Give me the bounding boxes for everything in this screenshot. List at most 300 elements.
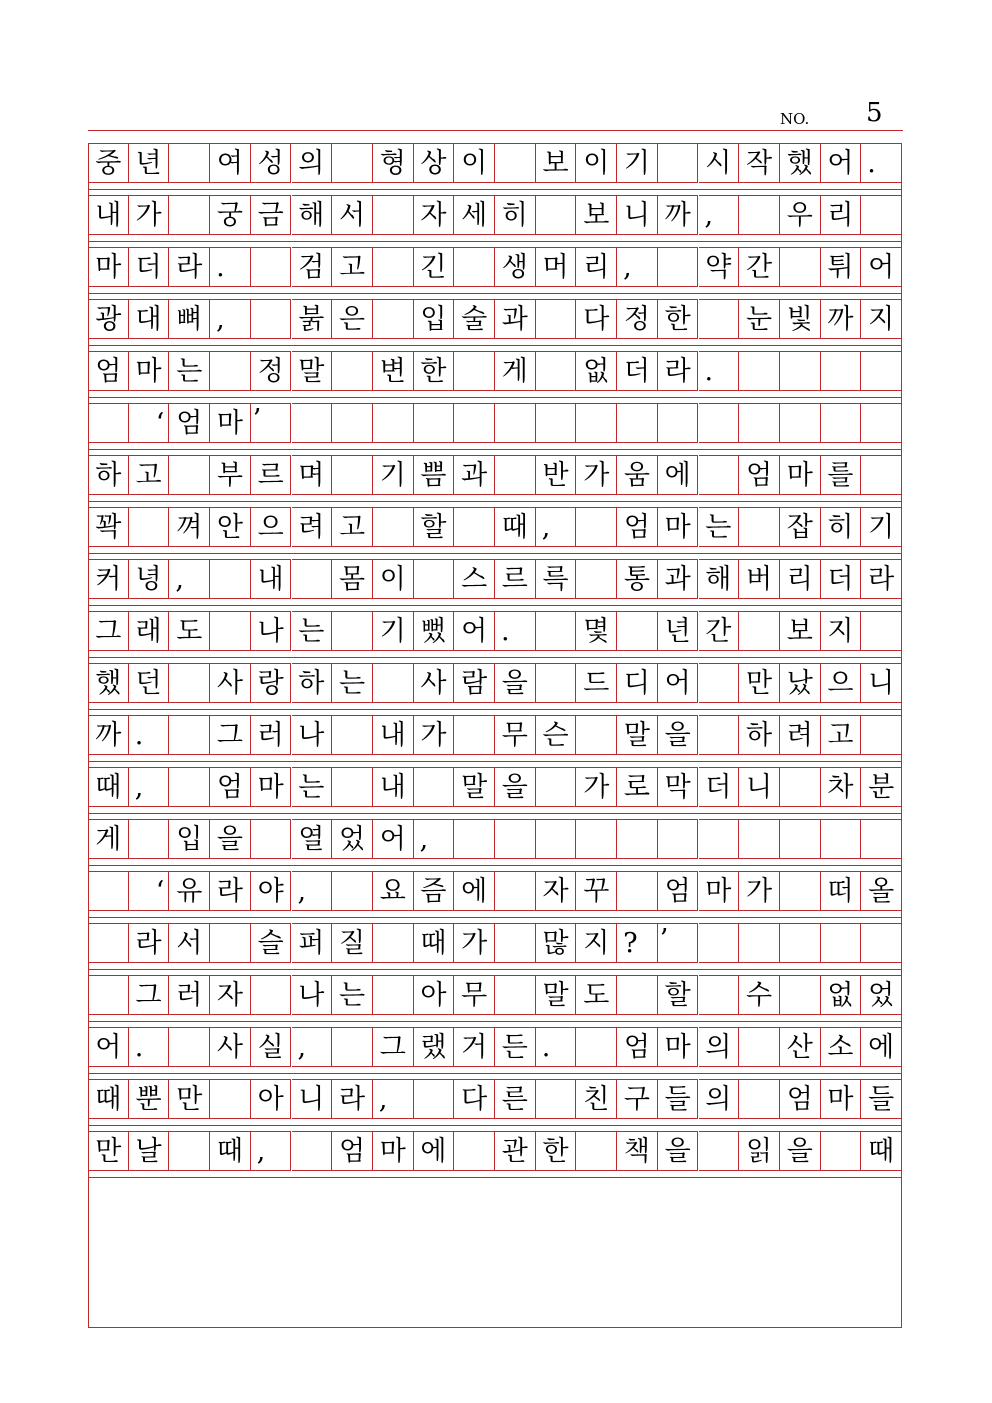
grid-cell: 까 (88, 715, 129, 755)
grid-cell (414, 767, 455, 807)
grid-cell: 그 (129, 975, 170, 1015)
grid-cell (739, 195, 780, 235)
grid-cell (617, 403, 658, 443)
grid-cell: 책 (617, 1131, 658, 1171)
row-separator (88, 605, 902, 606)
grid-cell (373, 247, 414, 287)
grid-cell: 더 (821, 559, 862, 599)
grid-cell (576, 507, 617, 547)
grid-cell: . (495, 611, 536, 651)
grid-cell: 무 (495, 715, 536, 755)
grid-cell: , (414, 819, 455, 859)
grid-cell: 의 (292, 143, 333, 183)
grid-cell: 더 (129, 247, 170, 287)
grid-cell: 는 (699, 507, 740, 547)
grid-cell: 말 (617, 715, 658, 755)
grid-cell: 어 (454, 611, 495, 651)
grid-cell: . (129, 1027, 170, 1067)
grid-cell (861, 923, 902, 963)
grid-cell: 의 (699, 1079, 740, 1119)
grid-cell: . (129, 715, 170, 755)
row-separator (88, 865, 902, 866)
grid-cell (617, 611, 658, 651)
grid-cell (169, 143, 210, 183)
grid-cell: 때 (495, 507, 536, 547)
grid-cell: 즘 (414, 871, 455, 911)
grid-cell: 서 (169, 923, 210, 963)
grid-cell (861, 195, 902, 235)
grid-cell: 에 (861, 1027, 902, 1067)
grid-cell (210, 1079, 251, 1119)
grid-cell: 녕 (129, 559, 170, 599)
grid-cell: ‘ (129, 871, 170, 911)
grid-cell: 는 (169, 351, 210, 391)
grid-cell (658, 403, 699, 443)
grid-cell: 을 (495, 767, 536, 807)
grid-cell: 뿐 (129, 1079, 170, 1119)
grid-cell (699, 299, 740, 339)
grid-cell (414, 559, 455, 599)
grid-cell (861, 715, 902, 755)
grid-cell: 만 (739, 663, 780, 703)
grid-cell: 다 (454, 1079, 495, 1119)
grid-cell (210, 611, 251, 651)
grid-cell (861, 403, 902, 443)
grid-cell: 말 (454, 767, 495, 807)
grid-cell: 우 (780, 195, 821, 235)
grid-cell: 엄 (210, 767, 251, 807)
grid-cell: 자 (536, 871, 577, 911)
grid-cell: 생 (495, 247, 536, 287)
grid-cell (739, 507, 780, 547)
grid-cell: 드 (576, 663, 617, 703)
grid-cell (536, 767, 577, 807)
grid-cell: 시 (699, 143, 740, 183)
grid-cell: 튀 (821, 247, 862, 287)
grid-cell (454, 403, 495, 443)
grid-cell: 나 (251, 611, 292, 651)
grid-cell: 거 (454, 1027, 495, 1067)
grid-cell: 유 (169, 871, 210, 911)
grid-cell: 마 (88, 247, 129, 287)
grid-cell (169, 1027, 210, 1067)
grid-cell: 가 (576, 455, 617, 495)
grid-cell (169, 455, 210, 495)
grid-cell: 는 (332, 975, 373, 1015)
grid-cell: . (536, 1027, 577, 1067)
grid-cell: 눈 (739, 299, 780, 339)
grid-cell (780, 819, 821, 859)
grid-cell: 으 (251, 507, 292, 547)
grid-cell: 버 (739, 559, 780, 599)
grid-cell (536, 351, 577, 391)
grid-cell: 커 (88, 559, 129, 599)
grid-cell: 분 (861, 767, 902, 807)
grid-cell: 라 (129, 923, 170, 963)
grid-cell (699, 975, 740, 1015)
grid-cell: 을 (780, 1131, 821, 1171)
grid-cell: 상 (414, 143, 455, 183)
grid-cell: 랑 (251, 663, 292, 703)
grid-cell: 리 (821, 195, 862, 235)
grid-cell: 들 (861, 1079, 902, 1119)
grid-cell: 하 (739, 715, 780, 755)
grid-cell (251, 975, 292, 1015)
grid-cell (536, 663, 577, 703)
grid-cell: 내 (373, 715, 414, 755)
grid-cell: 던 (129, 663, 170, 703)
grid-cell: 광 (88, 299, 129, 339)
grid-cell: 라 (658, 351, 699, 391)
grid-cell: 할 (658, 975, 699, 1015)
grid-cell (576, 559, 617, 599)
grid-cell (169, 195, 210, 235)
grid-cell: 자 (414, 195, 455, 235)
grid-cell (699, 403, 740, 443)
grid-cell: 이 (576, 143, 617, 183)
grid-cell (576, 715, 617, 755)
grid-cell: 에 (658, 455, 699, 495)
grid-cell: 대 (129, 299, 170, 339)
grid-cell: 려 (780, 715, 821, 755)
row-separator (88, 345, 902, 346)
grid-cell: , (373, 1079, 414, 1119)
row-separator (88, 1021, 902, 1022)
grid-cell: 더 (617, 351, 658, 391)
grid-cell: 몸 (332, 559, 373, 599)
grid-cell (780, 403, 821, 443)
grid-cell: 사 (210, 663, 251, 703)
grid-cell: 마 (251, 767, 292, 807)
grid-cell: 났 (780, 663, 821, 703)
grid-cell: 엄 (332, 1131, 373, 1171)
grid-cell: 많 (536, 923, 577, 963)
row-separator (88, 709, 902, 710)
grid-cell: 고 (332, 247, 373, 287)
grid-cell: 형 (373, 143, 414, 183)
row-separator (88, 761, 902, 762)
row-separator (88, 917, 902, 918)
grid-cell: 으 (821, 663, 862, 703)
grid-cell: 었 (332, 819, 373, 859)
grid-cell (373, 299, 414, 339)
grid-cell: 했 (780, 143, 821, 183)
grid-cell: 며 (292, 455, 333, 495)
grid-cell: 과 (454, 455, 495, 495)
grid-cell: , (536, 507, 577, 547)
grid-cell: 세 (454, 195, 495, 235)
grid-cell: 간 (699, 611, 740, 651)
grid-cell (617, 975, 658, 1015)
grid-cell: 자 (210, 975, 251, 1015)
grid-cell: 마 (373, 1131, 414, 1171)
grid-cell: 을 (658, 715, 699, 755)
grid-cell: 지 (576, 923, 617, 963)
row-separator (88, 813, 902, 814)
grid-cell: 뻤 (414, 611, 455, 651)
grid-cell (699, 923, 740, 963)
grid-cell: 를 (821, 455, 862, 495)
grid-cell: 고 (129, 455, 170, 495)
grid-cell (821, 1131, 862, 1171)
grid-cell: 리 (780, 559, 821, 599)
grid-cell: 히 (495, 195, 536, 235)
grid-cell (699, 819, 740, 859)
grid-cell (454, 1131, 495, 1171)
grid-cell: 게 (88, 819, 129, 859)
grid-cell: 빛 (780, 299, 821, 339)
grid-cell: 정 (617, 299, 658, 339)
grid-cell: 뼈 (169, 299, 210, 339)
grid-cell (699, 663, 740, 703)
grid-cell: 지 (861, 299, 902, 339)
page-number-label: NO. (780, 110, 810, 128)
grid-cell: 과 (658, 559, 699, 599)
row-separator (88, 969, 902, 970)
grid-cell: , (617, 247, 658, 287)
grid-cell (129, 507, 170, 547)
grid-cell: 긴 (414, 247, 455, 287)
grid-cell: 어 (88, 1027, 129, 1067)
grid-cell: 이 (373, 559, 414, 599)
grid-cell: 약 (699, 247, 740, 287)
grid-cell: 슬 (251, 923, 292, 963)
grid-cell: 까 (658, 195, 699, 235)
grid-cell: 에 (414, 1131, 455, 1171)
grid-cell: 니 (292, 1079, 333, 1119)
grid-cell: , (129, 767, 170, 807)
grid-cell: 내 (373, 767, 414, 807)
grid-cell: 슨 (536, 715, 577, 755)
grid-cell (129, 819, 170, 859)
grid-cell (739, 403, 780, 443)
grid-cell: ? (617, 923, 658, 963)
grid-cell: 기 (861, 507, 902, 547)
grid-cell: 은 (332, 299, 373, 339)
grid-cell: 친 (576, 1079, 617, 1119)
row-separator (88, 241, 902, 242)
grid-cell: 기 (373, 455, 414, 495)
grid-cell: 년 (658, 611, 699, 651)
row-separator (88, 189, 902, 190)
grid-cell: 요 (373, 871, 414, 911)
grid-cell (169, 1131, 210, 1171)
grid-cell (739, 819, 780, 859)
grid-cell: 그 (210, 715, 251, 755)
grid-cell: 엄 (88, 351, 129, 391)
grid-cell (821, 403, 862, 443)
grid-cell: 부 (210, 455, 251, 495)
grid-cell: 다 (576, 299, 617, 339)
grid-cell: 야 (251, 871, 292, 911)
grid-cell: , (699, 195, 740, 235)
grid-cell (210, 923, 251, 963)
grid-cell: 성 (251, 143, 292, 183)
grid-cell: 금 (251, 195, 292, 235)
row-separator (88, 449, 902, 450)
grid-cell: 게 (495, 351, 536, 391)
grid-cell: 검 (292, 247, 333, 287)
grid-cell: 라 (210, 871, 251, 911)
grid-cell (617, 871, 658, 911)
row-separator (88, 1073, 902, 1074)
grid-cell: 마 (658, 507, 699, 547)
grid-cell: 더 (699, 767, 740, 807)
grid-cell: 때 (88, 1079, 129, 1119)
grid-cell: 몇 (576, 611, 617, 651)
grid-cell (821, 819, 862, 859)
grid-cell: 도 (576, 975, 617, 1015)
grid-cell: , (292, 1027, 333, 1067)
grid-cell (495, 975, 536, 1015)
grid-cell: 말 (536, 975, 577, 1015)
grid-cell (536, 299, 577, 339)
grid-cell: 수 (739, 975, 780, 1015)
grid-cell: 르 (495, 559, 536, 599)
grid-cell: 막 (658, 767, 699, 807)
grid-cell: 때 (88, 767, 129, 807)
row-separator (88, 1177, 902, 1178)
grid-cell: 도 (169, 611, 210, 651)
grid-cell: 들 (658, 1079, 699, 1119)
grid-cell: 없 (821, 975, 862, 1015)
grid-cell (739, 1079, 780, 1119)
grid-cell (169, 767, 210, 807)
row-separator (88, 657, 902, 658)
grid-cell: 해 (699, 559, 740, 599)
grid-cell: 하 (292, 663, 333, 703)
grid-cell: 꽉 (88, 507, 129, 547)
grid-cell (495, 403, 536, 443)
grid-cell: 한 (414, 351, 455, 391)
grid-cell: 통 (617, 559, 658, 599)
grid-cell (414, 1079, 455, 1119)
grid-cell: 궁 (210, 195, 251, 235)
grid-cell (495, 871, 536, 911)
grid-cell (210, 559, 251, 599)
grid-cell (699, 455, 740, 495)
grid-cell: 했 (88, 663, 129, 703)
grid-cell: 올 (861, 871, 902, 911)
grid-cell: 륵 (536, 559, 577, 599)
grid-cell: 엄 (658, 871, 699, 911)
grid-cell (536, 1079, 577, 1119)
grid-cell: 디 (617, 663, 658, 703)
grid-cell: 기 (373, 611, 414, 651)
grid-cell (739, 1027, 780, 1067)
grid-cell: 는 (292, 767, 333, 807)
grid-cell: , (210, 299, 251, 339)
grid-cell (780, 351, 821, 391)
grid-cell (169, 715, 210, 755)
grid-cell: 구 (617, 1079, 658, 1119)
grid-cell (861, 819, 902, 859)
grid-cell (373, 403, 414, 443)
grid-cell (576, 1027, 617, 1067)
grid-cell: 머 (536, 247, 577, 287)
grid-cell (780, 767, 821, 807)
grid-cell: 내 (251, 559, 292, 599)
grid-cell: 든 (495, 1027, 536, 1067)
row-separator (88, 553, 902, 554)
grid-cell (373, 663, 414, 703)
grid-cell: 리 (576, 247, 617, 287)
grid-cell (454, 507, 495, 547)
grid-cell: 을 (658, 1131, 699, 1171)
grid-cell (454, 351, 495, 391)
grid-cell: 기 (617, 143, 658, 183)
grid-cell: , (251, 1131, 292, 1171)
grid-cell: 여 (210, 143, 251, 183)
grid-cell (373, 975, 414, 1015)
grid-cell: 라 (332, 1079, 373, 1119)
grid-cell: 마 (780, 455, 821, 495)
grid-cell (699, 715, 740, 755)
page-number: 5 (866, 98, 883, 128)
grid-cell (576, 819, 617, 859)
grid-cell: 그 (373, 1027, 414, 1067)
grid-cell (861, 455, 902, 495)
grid-cell: 어 (861, 247, 902, 287)
grid-cell: 엄 (739, 455, 780, 495)
grid-cell: 차 (821, 767, 862, 807)
grid-cell: 러 (169, 975, 210, 1015)
grid-cell (739, 351, 780, 391)
grid-cell: 랬 (414, 1027, 455, 1067)
grid-cell (88, 871, 129, 911)
grid-cell: 붉 (292, 299, 333, 339)
grid-cell (332, 143, 373, 183)
grid-cell: 작 (739, 143, 780, 183)
grid-cell: ’ (658, 923, 699, 963)
grid-cell (658, 819, 699, 859)
grid-cell (495, 923, 536, 963)
grid-cell: 년 (129, 143, 170, 183)
grid-cell (536, 195, 577, 235)
grid-cell: 을 (210, 819, 251, 859)
grid-cell (780, 871, 821, 911)
grid-cell: 로 (617, 767, 658, 807)
grid-cell: 산 (780, 1027, 821, 1067)
grid-cell: 날 (129, 1131, 170, 1171)
grid-cell: 실 (251, 1027, 292, 1067)
grid-cell (780, 975, 821, 1015)
grid-cell: 하 (88, 455, 129, 495)
grid-cell (373, 923, 414, 963)
grid-cell: 움 (617, 455, 658, 495)
grid-cell: 아 (414, 975, 455, 1015)
grid-cell: 퍼 (292, 923, 333, 963)
grid-cell: 지 (821, 611, 862, 651)
grid-cell: 읽 (739, 1131, 780, 1171)
grid-cell: 마 (210, 403, 251, 443)
grid-cell: 르 (251, 455, 292, 495)
row-separator (88, 1125, 902, 1126)
grid-cell (617, 819, 658, 859)
grid-cell: 가 (414, 715, 455, 755)
grid-cell: 보 (576, 195, 617, 235)
grid-cell: 마 (658, 1027, 699, 1067)
grid-cell (821, 923, 862, 963)
grid-cell (292, 403, 333, 443)
row-separator (88, 397, 902, 398)
grid-cell (739, 923, 780, 963)
grid-cell: 변 (373, 351, 414, 391)
grid-cell: 라 (169, 247, 210, 287)
grid-cell: 꾸 (576, 871, 617, 911)
grid-cell: 사 (210, 1027, 251, 1067)
grid-cell (780, 247, 821, 287)
